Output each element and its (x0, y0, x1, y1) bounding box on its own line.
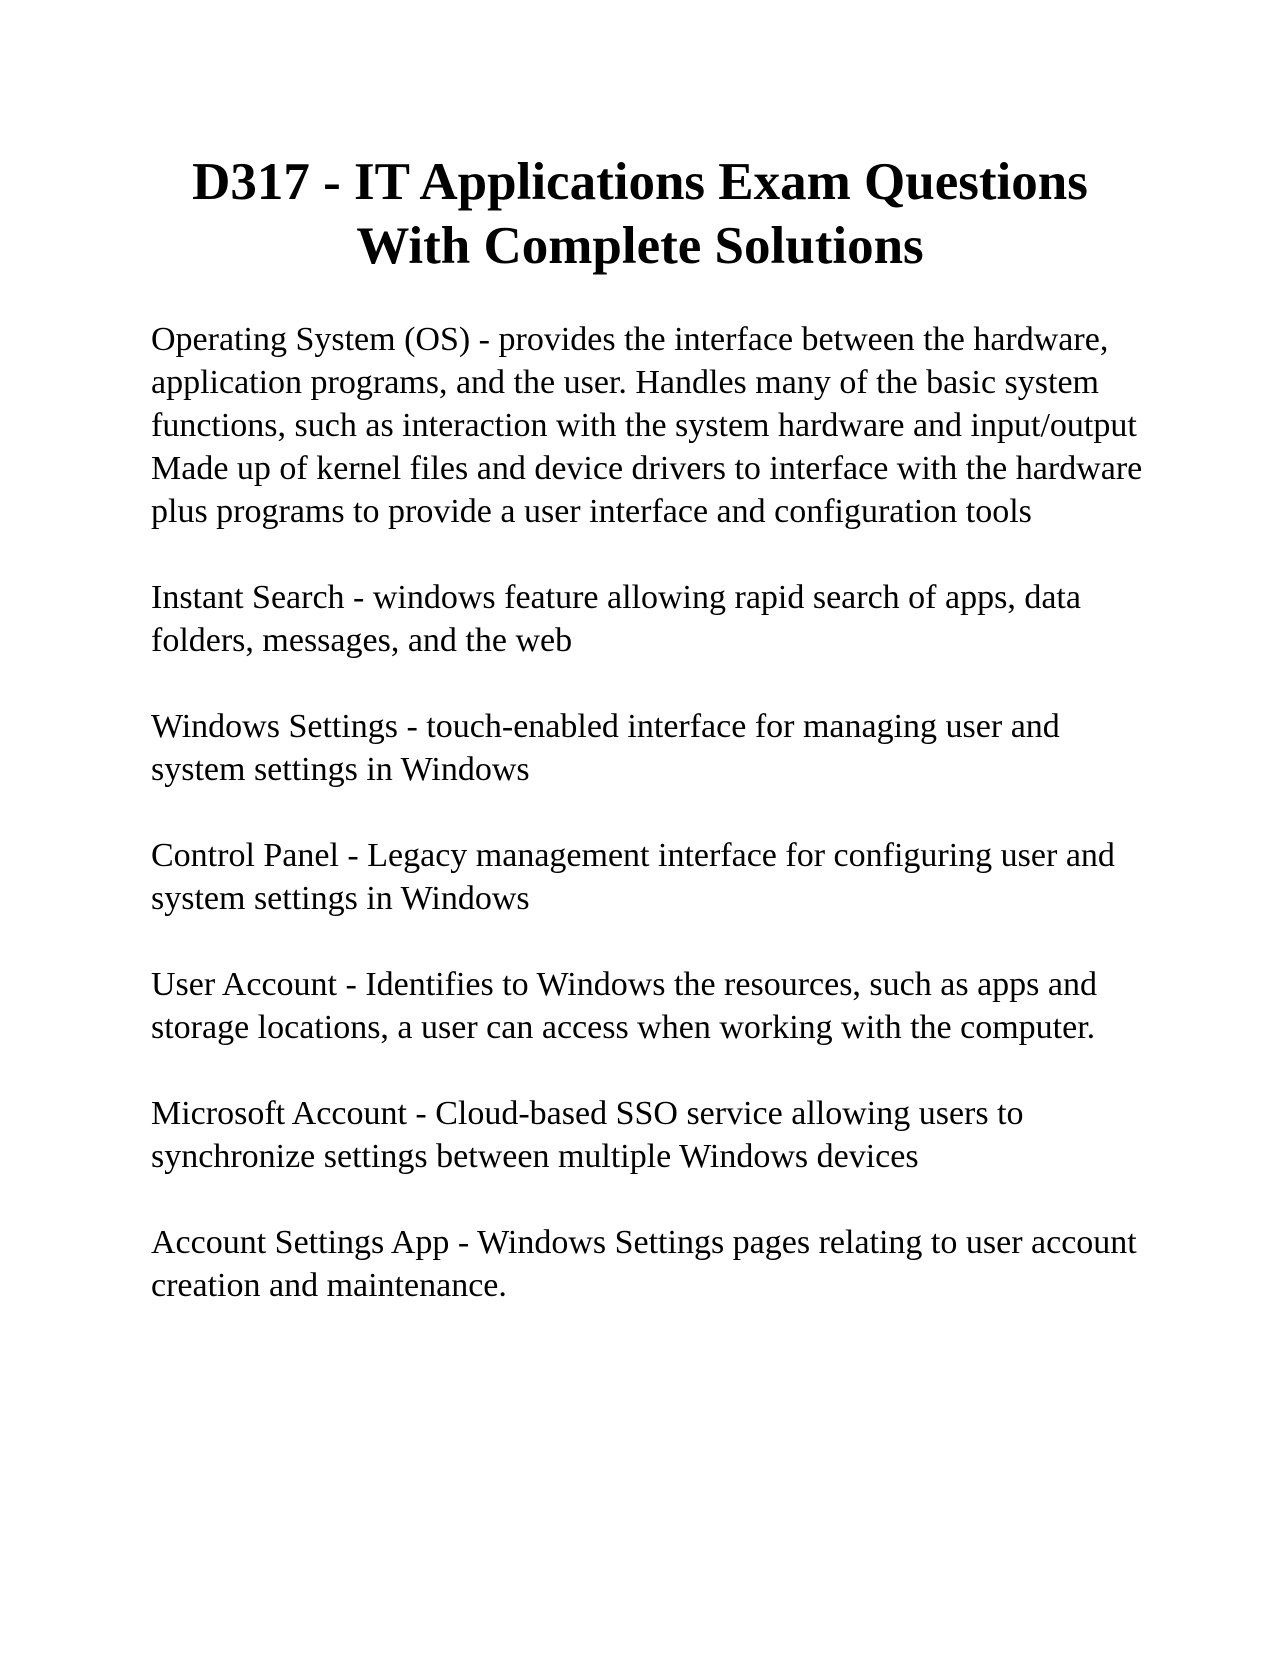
definition-text: Windows Settings - touch-enabled interface for managing user and system settings in Windows (151, 708, 1060, 788)
definition-text: Control Panel - Legacy management interface for configuring user and system settings in Windows (151, 837, 1115, 917)
definition-text: Instant Search - windows feature allowing rapid search of apps, data folders, messages, and the web (151, 579, 1081, 659)
definition-text: User Account - Identifies to Windows the resources, such as apps and storage locations, a user can access when working with the computer. (151, 966, 1097, 1046)
definition-entry-microsoft-account (151, 1092, 1151, 1178)
definition-text: Microsoft Account - Cloud-based SSO service allowing users to synchronize settings between multiple Windows devices (151, 1095, 1024, 1175)
definition-entry-account-settings-app (151, 1221, 1151, 1307)
document-title (150, 150, 1130, 278)
definition-entry-control-panel (151, 834, 1151, 920)
definition-text: Account Settings App - Windows Settings pages relating to user account creation and maintenance. (151, 1224, 1137, 1304)
definition-entry-instant-search (151, 576, 1151, 662)
document-title-line-2: With Complete Solutions (356, 217, 924, 275)
definition-entry-windows-settings (151, 705, 1151, 791)
definition-list (151, 318, 1151, 1350)
definition-text: Operating System (OS) - provides the interface between the hardware, application programs, and the user. Handles many of the basic system functions, such as interaction with the system hardware and input/output (151, 321, 1137, 444)
definition-text: Made up of kernel files and device drivers to interface with the hardware plus programs to provide a user interface and configuration tools (151, 450, 1143, 530)
document-title-line-1: D317 - IT Applications Exam Questions (192, 153, 1088, 211)
definition-entry-user-account (151, 963, 1151, 1049)
definition-entry-operating-system (151, 318, 1151, 533)
